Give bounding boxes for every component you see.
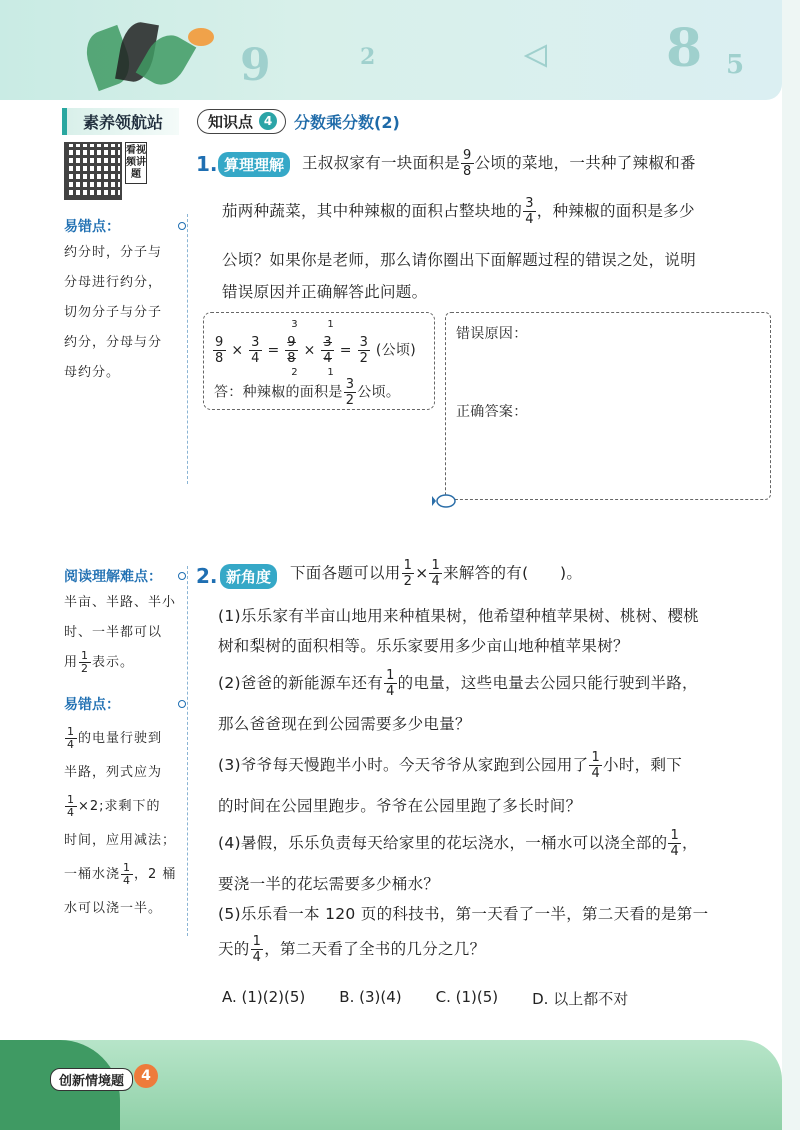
option-d[interactable]: D. 以上都不对 [532, 990, 629, 1008]
answer-box[interactable] [445, 312, 771, 500]
denominator: 8 [463, 164, 472, 179]
numerator: 9 [215, 335, 224, 350]
side-line: 约分时，分子与 [64, 245, 163, 260]
equals-sign: = [267, 342, 280, 359]
denominator: 4 [252, 950, 262, 965]
side-line: 时、一半都可以 [64, 625, 163, 640]
text: (3)爷爷每天慢跑半小时。今天爷爷从家跑到公园用了 [218, 756, 589, 774]
reading-difficulty-title: 阅读理解难点： [64, 569, 162, 585]
numerator: 9 [287, 335, 296, 350]
side-line: 半亩、半路、半小 [64, 595, 177, 610]
kp-number: 4 [259, 112, 277, 130]
q1-line-3: 公顷？如果你是老师，那么请你圈出下面解题过程的错误之处，说明 [222, 251, 697, 269]
kp-label: 知识点 [208, 112, 254, 131]
top-banner [0, 0, 782, 100]
digit-decoration: 9 [240, 40, 271, 91]
denominator: 2 [359, 351, 369, 366]
text: ×2;求剩下的 [78, 799, 161, 814]
numerator: 3 [345, 377, 355, 392]
numerator: 9 [463, 148, 472, 163]
numerator: 1 [403, 558, 413, 573]
denominator: 8 [287, 351, 296, 366]
unit: (公顷) [375, 342, 417, 359]
fraction [384, 668, 397, 699]
numerator: 1 [81, 649, 90, 662]
numerator: 3 [525, 196, 534, 211]
fraction [79, 650, 91, 675]
side-line [64, 648, 182, 678]
target-icon [178, 222, 186, 230]
side-line: 分母进行约分， [64, 275, 163, 290]
numerator: 1 [252, 934, 262, 949]
denominator: 4 [251, 351, 260, 366]
fraction [589, 750, 602, 781]
fraction [321, 319, 335, 378]
denominator: 2 [345, 393, 355, 408]
fraction [285, 319, 298, 378]
text: 答：种辣椒的面积是 [214, 384, 343, 401]
work-equation [212, 319, 417, 378]
cancel-mark: 1 [327, 319, 335, 330]
digit-decoration: 2 [360, 44, 376, 70]
knowledge-point-badge [197, 109, 286, 134]
numerator: 3 [251, 335, 260, 350]
numerator: 1 [67, 793, 75, 806]
option-a[interactable]: A. (1)(2)(5) [222, 988, 306, 1006]
numerator: 1 [431, 558, 441, 573]
times-sign: × [303, 342, 316, 359]
fraction [251, 934, 264, 965]
denominator: 2 [403, 574, 413, 589]
text: 小时，剩下 [603, 756, 683, 774]
numerator: 1 [670, 828, 680, 843]
digit-decoration: 8 [666, 18, 703, 79]
side-line [64, 790, 182, 824]
footer-label: 创新情境题 [50, 1068, 133, 1091]
q2-part4-line1 [218, 828, 698, 859]
text: 公顷的菜地，一共种了辣椒和番 [474, 154, 696, 172]
q2-part2-line1 [218, 668, 698, 699]
text: (4)暑假，乐乐负责每天给家里的花坛浇水，一桶水可以浇全部的 [218, 834, 668, 852]
target-icon [178, 572, 186, 580]
fraction [358, 335, 371, 366]
text: 表示。 [92, 655, 135, 670]
side-line: 母约分。 [64, 365, 121, 380]
fraction [121, 862, 133, 887]
section-title: 素养领航站 [62, 108, 179, 135]
fraction [668, 828, 681, 859]
divider-line [187, 214, 188, 484]
text: 的电量行驶到 [78, 731, 163, 746]
fraction [65, 794, 77, 819]
numerator: 1 [591, 750, 601, 765]
error-point-text-1 [64, 238, 182, 388]
kp-topic: 分数乘分数(2) [294, 112, 400, 132]
fraction [461, 148, 474, 179]
error-point-title-2: 易错点： [64, 697, 120, 713]
times-sign: × [415, 564, 429, 582]
fraction [402, 558, 415, 589]
text: ，种辣椒的面积是多少 [536, 202, 695, 220]
denominator: 4 [670, 844, 680, 859]
denominator: 4 [591, 766, 601, 781]
denominator: 4 [323, 351, 332, 366]
correct-answer-label: 正确答案： [456, 404, 528, 420]
solution-work-box [203, 312, 435, 410]
q2-part2-line2: 那么爸爸现在到公园需要多少电量？ [218, 715, 471, 733]
denominator: 8 [215, 351, 224, 366]
q2-part4-line2: 要浇一半的花坛需要多少桶水？ [218, 875, 440, 893]
text: 一桶水浇 [64, 867, 121, 882]
numerator: 3 [323, 335, 332, 350]
triangle-icon [524, 44, 548, 68]
text: ， [682, 834, 698, 852]
reason-label: 错误原因： [456, 326, 528, 342]
fraction [344, 377, 357, 408]
section-header [62, 108, 400, 134]
side-line: 水可以浇一半。 [64, 901, 163, 916]
denominator: 4 [67, 738, 75, 751]
side-line: 半路，列式应为 [64, 765, 163, 780]
denominator: 2 [81, 662, 90, 675]
numerator: 1 [386, 668, 395, 683]
text: 来解答的有( )。 [443, 564, 583, 582]
denominator: 4 [386, 684, 395, 699]
text: ，2 桶 [134, 867, 177, 882]
q2-part1-line1: (1)乐乐家有半亩山地用来种植果树，他希望种植苹果树、桃树、樱桃 [218, 607, 700, 625]
text: 茄两种蔬菜，其中种辣椒的面积占整块地的 [222, 202, 523, 220]
cancel-mark: 1 [327, 367, 335, 378]
side-line [64, 858, 182, 892]
q2-part5-line2 [218, 934, 485, 965]
q1-line-4: 错误原因并正确解答此问题。 [222, 283, 428, 301]
denominator: 4 [123, 874, 132, 887]
flower-icon [188, 28, 214, 46]
cancel-mark: 2 [291, 367, 298, 378]
numerator: 1 [67, 725, 75, 738]
fraction [249, 335, 262, 366]
q2-part3-line1 [218, 750, 682, 781]
digit-decoration: 5 [726, 50, 745, 80]
text: ，第二天看了全书的几分之几？ [264, 940, 486, 958]
text: 下面各题可以用 [290, 564, 401, 582]
text: (2)爸爸的新能源车还有 [218, 674, 384, 692]
text: 公顷。 [357, 384, 401, 401]
text: 用 [64, 655, 79, 670]
denominator: 4 [431, 574, 441, 589]
equals-sign: = [339, 342, 352, 359]
q2-part1-line2: 树和梨树的面积相等。乐乐家要用多少亩山地种植苹果树？ [218, 637, 629, 655]
question-number: 2. [196, 564, 218, 588]
fraction [429, 558, 442, 589]
q1-line-2 [222, 196, 695, 227]
side-line [64, 722, 182, 756]
answer-options [222, 988, 628, 1009]
question-number: 1. [196, 152, 218, 176]
right-edge-strip [782, 0, 800, 1130]
qr-code-icon[interactable] [64, 142, 122, 200]
cancel-mark: 3 [291, 319, 298, 330]
side-line: 时间，应用减法； [64, 833, 177, 848]
page-number: 4 [134, 1064, 158, 1088]
option-c[interactable]: C. (1)(5) [435, 988, 499, 1006]
reading-difficulty-text [64, 588, 182, 678]
side-line: 约分，分母与分 [64, 335, 163, 350]
target-icon [178, 700, 186, 708]
times-sign: × [231, 342, 244, 359]
q2-part3-line2: 的时间在公园里跑步。爷爷在公园里跑了多长时间？ [218, 797, 582, 815]
text: 天的 [218, 940, 250, 958]
qr-label[interactable]: 看视频讲题 [125, 142, 147, 184]
denominator: 4 [525, 212, 534, 227]
side-line: 切勿分子与分子 [64, 305, 163, 320]
fraction [213, 335, 226, 366]
text: 王叔叔家有一块面积是 [302, 154, 461, 172]
fraction [65, 726, 77, 751]
q2-intro [290, 558, 582, 589]
error-point-text-2 [64, 722, 182, 926]
fraction [523, 196, 536, 227]
numerator: 1 [123, 861, 132, 874]
text: 的电量，这些电量去公园只能行驶到半路， [397, 674, 698, 692]
q2-part5-line1: (5)乐乐看一本 120 页的科技书，第一天看了一半，第二天看的是第一 [218, 905, 709, 923]
option-b[interactable]: B. (3)(4) [339, 988, 402, 1006]
question-tag: 算理理解 [218, 152, 290, 177]
work-answer [214, 377, 400, 408]
denominator: 4 [67, 806, 75, 819]
fish-icon [432, 492, 458, 510]
error-point-title-1: 易错点： [64, 219, 120, 235]
divider-line [187, 566, 188, 936]
q1-line-1 [302, 148, 696, 179]
numerator: 3 [359, 335, 369, 350]
question-tag: 新角度 [220, 564, 277, 589]
